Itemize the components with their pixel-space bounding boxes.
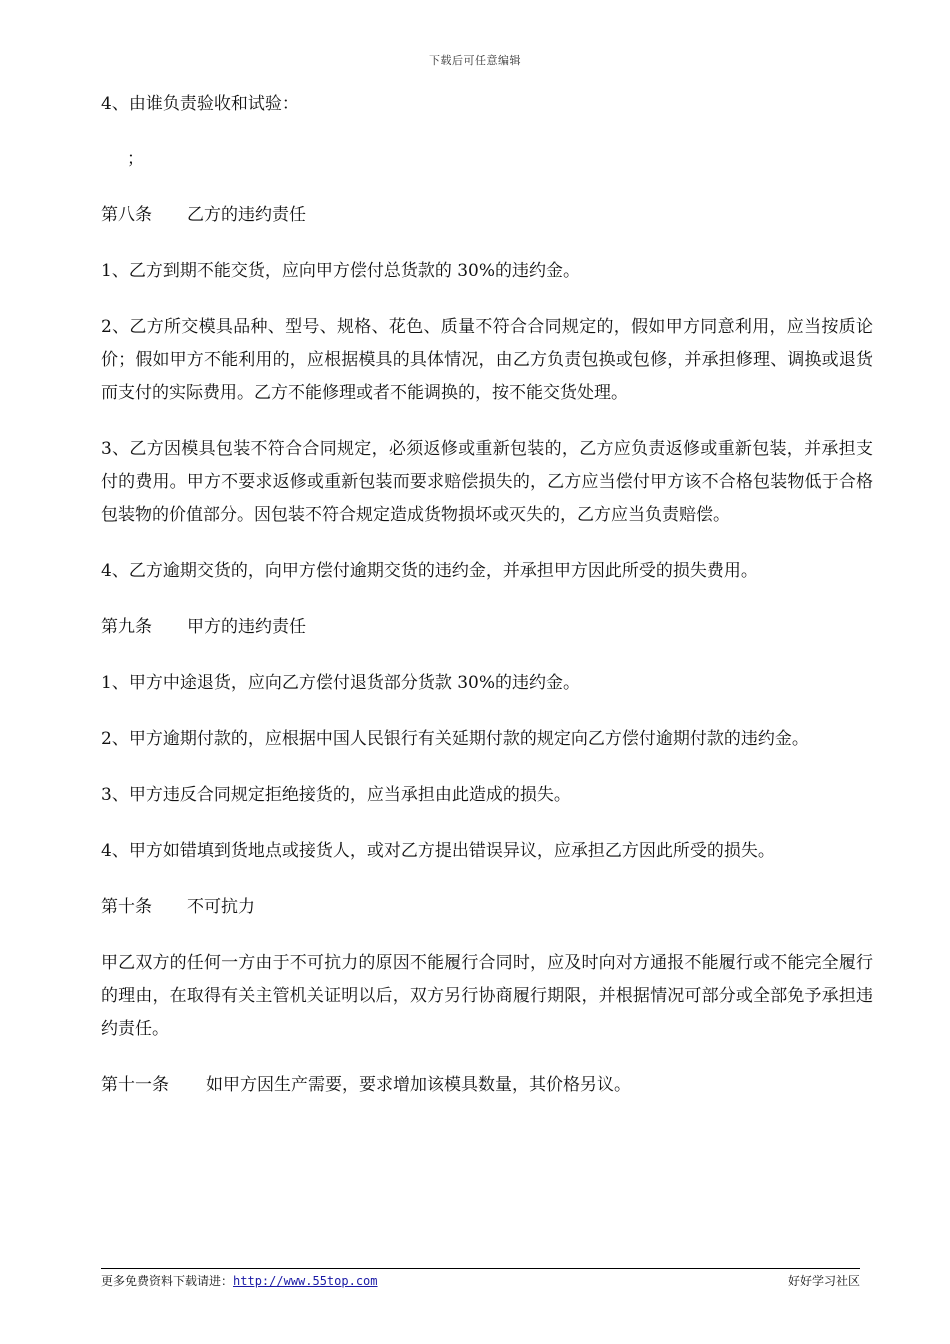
article-10-heading [101, 891, 873, 924]
footer-left [101, 1272, 378, 1289]
article-8-clause-1: 1、乙方到期不能交货，应向甲方偿付总货款的 30%的违约金。 [101, 261, 581, 281]
article-title: 不可抗力 [187, 897, 255, 917]
page-header: 下载后可任意编辑 [429, 54, 521, 67]
page-footer [101, 1268, 860, 1289]
article-title: 乙方的违约责任 [187, 205, 306, 225]
blank-semicolon: ； [127, 149, 144, 169]
footer-download-label: 更多免费资料下载请进： [101, 1274, 234, 1288]
article-11-text: 如甲方因生产需要，要求增加该模具数量，其价格另议。 [206, 1075, 631, 1095]
footer-community-name: 好好学习社区 [787, 1274, 860, 1288]
article-number: 第十条 [101, 897, 152, 917]
article-9-clause-3: 3、甲方违反合同规定拒绝接货的，应当承担由此造成的损失。 [101, 785, 571, 805]
article-9-clause-4: 4、甲方如错填到货地点或接货人，或对乙方提出错误异议，应承担乙方因此所受的损失。 [101, 841, 775, 861]
article-number: 第八条 [101, 205, 152, 225]
article-8-clause-4: 4、乙方逾期交货的，向甲方偿付逾期交货的违约金，并承担甲方因此所受的损失费用。 [101, 561, 758, 581]
article-8-heading [101, 199, 873, 232]
document-body [101, 88, 873, 1102]
footer-website-link[interactable]: http://www.55top.com [233, 1274, 378, 1288]
article-11 [101, 1069, 873, 1102]
article-8-clause-3: 3、乙方因模具包装不符合合同规定，必须返修或重新包装的，乙方应负责返修或重新包装，并承担支付的费用。甲方不要求返修或重新包装而要求赔偿损失的，乙方应当偿付甲方该不合格包装物低于合格包装物的价值部分。因包装不符合规定造成货物损坏或灭失的，乙方应当负责赔偿。 [101, 439, 873, 525]
article-9-clause-1: 1、甲方中途退货，应向乙方偿付退货部分货款 30%的违约金。 [101, 673, 581, 693]
article-number: 第九条 [101, 617, 152, 637]
article-10-text: 甲乙双方的任何一方由于不可抗力的原因不能履行合同时，应及时向对方通报不能履行或不能完全履行的理由，在取得有关主管机关证明以后，双方另行协商履行期限，并根据情况可部分或全部免予承担违约责任。 [101, 953, 873, 1039]
article-9-clause-2: 2、甲方逾期付款的，应根据中国人民银行有关延期付款的规定向乙方偿付逾期付款的违约金。 [101, 729, 809, 749]
article-9-heading [101, 611, 873, 644]
article-title: 甲方的违约责任 [187, 617, 306, 637]
article-8-clause-2: 2、乙方所交模具品种、型号、规格、花色、质量不符合合同规定的，假如甲方同意利用，应当按质论价；假如甲方不能利用的，应根据模具的具体情况，由乙方负责包换或包修，并承担修理、调换或退货而支付的实际费用。乙方不能修理或者不能调换的，按不能交货处理。 [101, 317, 873, 403]
article-number: 第十一条 [101, 1075, 169, 1095]
item-inspection: 4、由谁负责验收和试验： [101, 94, 299, 114]
